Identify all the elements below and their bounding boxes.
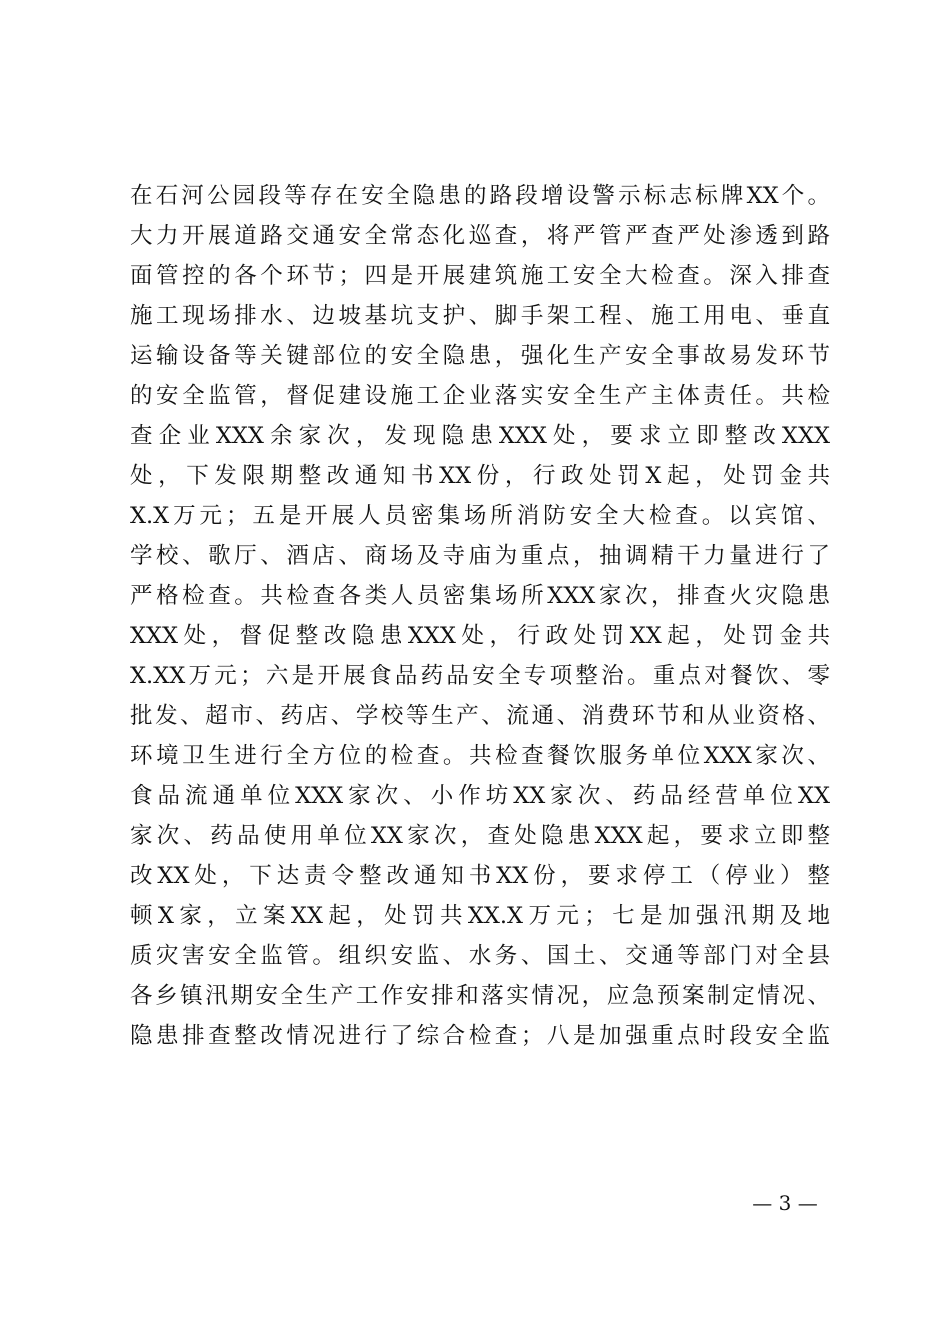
- text-line: 环境卫生进行全方位的检查。共检查餐饮服务单位XXX家次、: [130, 743, 830, 769]
- text-line: 大力开展道路交通安全常态化巡查，将严管严查严处渗透到路: [130, 223, 830, 249]
- text-line: 施工现场排水、边坡基坑支护、脚手架工程、施工用电、垂直: [130, 303, 830, 329]
- text-line: 质灾害安全监管。组织安监、水务、国土、交通等部门对全县: [130, 943, 830, 969]
- text-line: 查企业XXX余家次，发现隐患XXX处，要求立即整改XXX: [130, 423, 830, 449]
- text-line: 家次、药品使用单位XX家次，查处隐患XXX起，要求立即整: [130, 823, 830, 849]
- text-line: X.XX万元；六是开展食品药品安全专项整治。重点对餐饮、零: [130, 663, 830, 689]
- text-line: 处，下发限期整改通知书XX份，行政处罚X起，处罚金共: [130, 463, 830, 489]
- text-line: 学校、歌厅、酒店、商场及寺庙为重点，抽调精干力量进行了: [130, 543, 830, 569]
- text-line: 在石河公园段等存在安全隐患的路段增设警示标志标牌XX个。: [130, 183, 830, 209]
- text-line: 批发、超市、药店、学校等生产、流通、消费环节和从业资格、: [130, 703, 830, 729]
- text-line: 顿X家，立案XX起，处罚共XX.X万元；七是加强汛期及地: [130, 903, 830, 929]
- text-line: 改XX处，下达责令整改通知书XX份，要求停工（停业）整: [130, 863, 830, 889]
- body-text: [130, 176, 830, 1056]
- text-line: 各乡镇汛期安全生产工作安排和落实情况，应急预案制定情况、: [130, 983, 830, 1009]
- text-line: 面管控的各个环节；四是开展建筑施工安全大检查。深入排查: [130, 263, 830, 289]
- text-line: 严格检查。共检查各类人员密集场所XXX家次，排查火灾隐患: [130, 583, 830, 609]
- text-line: XXX处，督促整改隐患XXX处，行政处罚XX起，处罚金共: [130, 623, 830, 649]
- text-line: 隐患排查整改情况进行了综合检查；八是加强重点时段安全监: [130, 1023, 830, 1049]
- text-line: 运输设备等关键部位的安全隐患，强化生产安全事故易发环节: [130, 343, 830, 369]
- text-line: 食品流通单位XXX家次、小作坊XX家次、药品经营单位XX: [130, 783, 830, 809]
- text-line: X.X万元；五是开展人员密集场所消防安全大检查。以宾馆、: [130, 503, 830, 529]
- page-number: — 3 —: [752, 1191, 818, 1215]
- text-line: 的安全监管，督促建设施工企业落实安全生产主体责任。共检: [130, 383, 830, 409]
